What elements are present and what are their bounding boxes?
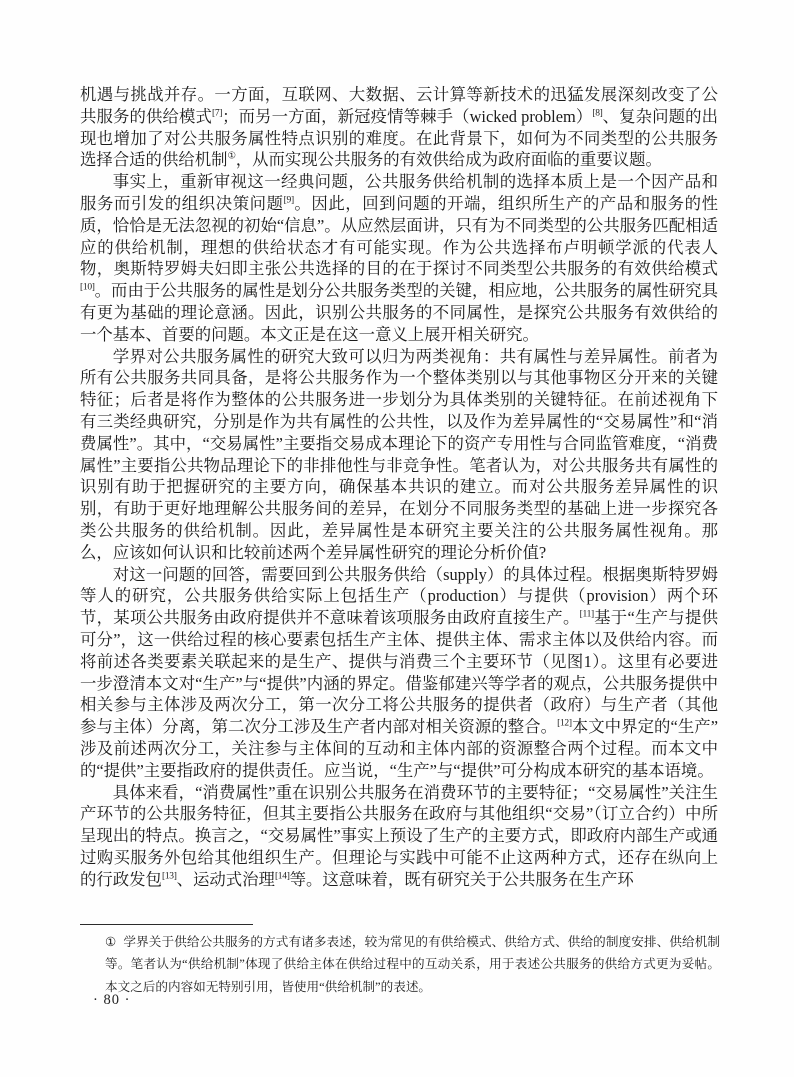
page-number: · 80 · [93, 992, 131, 1008]
paragraph-3 [80, 346, 718, 564]
citation-marker: [14] [274, 871, 290, 882]
text-run: 等。这意味着，既有研究关于公共服务在生产环 [289, 869, 634, 889]
text-run: 机遇与挑战并存。一方面，互联网、大数据、云计算等新技术的迅猛发展深刻改变了公共服务的供给模式 [80, 85, 718, 126]
citation-marker: [12] [557, 718, 572, 729]
text-run: ；而另一方面，新冠疫情等棘手（wicked problem） [222, 106, 593, 126]
footnote-divider [80, 924, 253, 925]
citation-marker: [9] [283, 195, 294, 206]
text-run: 、复杂问题的出现也增加了对公共服务属性特点识别的难度。在此背景下，如何为不同类型的公共服务选择合适的供给机制 [80, 106, 718, 170]
citation-marker: [13] [161, 871, 177, 882]
footnote-marker: ① [105, 935, 117, 949]
citation-marker: [7] [211, 108, 223, 119]
text-run: 具体来看，“消费属性”重在识别公共服务在消费环节的主要特征；“交易属性”关注生产环节的公共服务特征，但其主要指公共服务在政府与其他组织“交易”（订立合约）中所呈现出的特点。换言之，“交易属性”事实上预设了生产的主要方式，即政府内部生产或通过购买服务外包给其他组织生产。但理论与实践中可能不止这两种方式，还存在纵向上的行政发包 [80, 782, 718, 889]
text-run: 事实上，重新审视这一经典问题，公共服务供给机制的选择本质上是一个因产品和服务而引发的组织决策问题 [80, 172, 718, 213]
footnote [105, 931, 720, 998]
text-run: 、运动式治理 [176, 869, 275, 889]
article-body [80, 84, 718, 890]
citation-marker: [8] [592, 108, 603, 119]
paragraph-1 [80, 84, 718, 171]
text-run: 基于“生产与提供可分”，这一供给过程的核心要素包括生产主体、提供主体、需求主体以及供给内容。而将前述各类要素关联起来的是生产、提供与消费三个主要环节（见图1）。这里有必要进一步澄清本文对“生产”与“提供”内涵的界定。借鉴郁建兴等学者的观点，公共服务提供中相关参与主体涉及两次分工，第一次分工将公共服务的提供者（政府）与生产者（其他参与主体）分离，第二次分工涉及生产者内部对相关资源的整合。 [80, 608, 719, 737]
text-run: 。因此，回到问题的开端，组织所生产的产品和服务的性质，恰恰是无法忽视的初始“信息”。从应然层面讲，只有为不同类型的公共服务匹配相适应的供给机制，理想的供给状态才有可能实现。作为公共选择布卢明顿学派的代表人物，奥斯特罗姆夫妇即主张公共选择的目的在于探讨不同类型公共服务的有效供给模式 [80, 193, 719, 279]
footnote-ref-marker: ① [227, 151, 236, 162]
footnote-text: 学界关于供给公共服务的方式有诸多表述，较为常见的有供给模式、供给方式、供给的制度安排、供给机制等。笔者认为“供给机制”体现了供给主体在供给过程中的互动关系，用于表述公共服务的供给方式更为妥帖。本文之后的内容如无特别引用，皆使用“供给机制”的表述。 [105, 935, 721, 994]
citation-marker: [10] [80, 282, 95, 293]
text-run: 对这一问题的回答，需要回到公共服务供给（supply）的具体过程。根据奥斯特罗姆等人的研究，公共服务供给实际上包括生产（production）与提供（provision）两个环节，某项公共服务由政府提供并不意味着该项服务由政府直接生产。 [80, 564, 718, 628]
citation-marker: [11] [579, 609, 594, 620]
paragraph-2 [80, 171, 718, 345]
text-run: 。而由于公共服务的属性是划分公共服务类型的关键，相应地，公共服务的属性研究具有更为基础的理论意涵。因此，识别公共服务的不同属性，是探究公共服务有效供给的一个基本、首要的问题。本文正是在这一意义上展开相关研究。 [80, 281, 718, 344]
paragraph-5 [80, 782, 718, 891]
text-run: 学界对公共服务属性的研究大致可以归为两类视角：共有属性与差异属性。前者为所有公共服务共同具备，是将公共服务作为一个整体类别以与其他事物区分开来的关键特征；后者是将作为整体的公共服务进一步划分为具体类别的关键特征。在前述视角下有三类经典研究，分别是作为共有属性的公共性，以及作为差异属性的“交易属性”和“消费属性”。其中，“交易属性”主要指交易成本理论下的资产专用性与合同监管难度，“消费属性”主要指公共物品理论下的非排他性与非竞争性。笔者认为，对公共服务共有属性的识别有助于把握研究的主要方向，确保基本共识的建立。而对公共服务差异属性的识别，有助于更好地理解公共服务间的差异，在划分不同服务类型的基础上进一步探究各类公共服务的供给机制。因此，差异属性是本研究主要关注的公共服务属性视角。那么，应该如何认识和比较前述两个差异属性研究的理论分析价值? [80, 346, 718, 562]
text-run: 本文中界定的“生产”涉及前述两次分工，关注参与主体间的互动和主体内部的资源整合两个过程。而本文中的“提供”主要指政府的提供责任。应当说，“生产”与“提供”可分构成本研究的基本语境。 [80, 717, 718, 780]
text-run: ，从而实现公共服务的有效供给成为政府面临的重要议题。 [235, 150, 662, 170]
paragraph-4 [80, 564, 718, 782]
